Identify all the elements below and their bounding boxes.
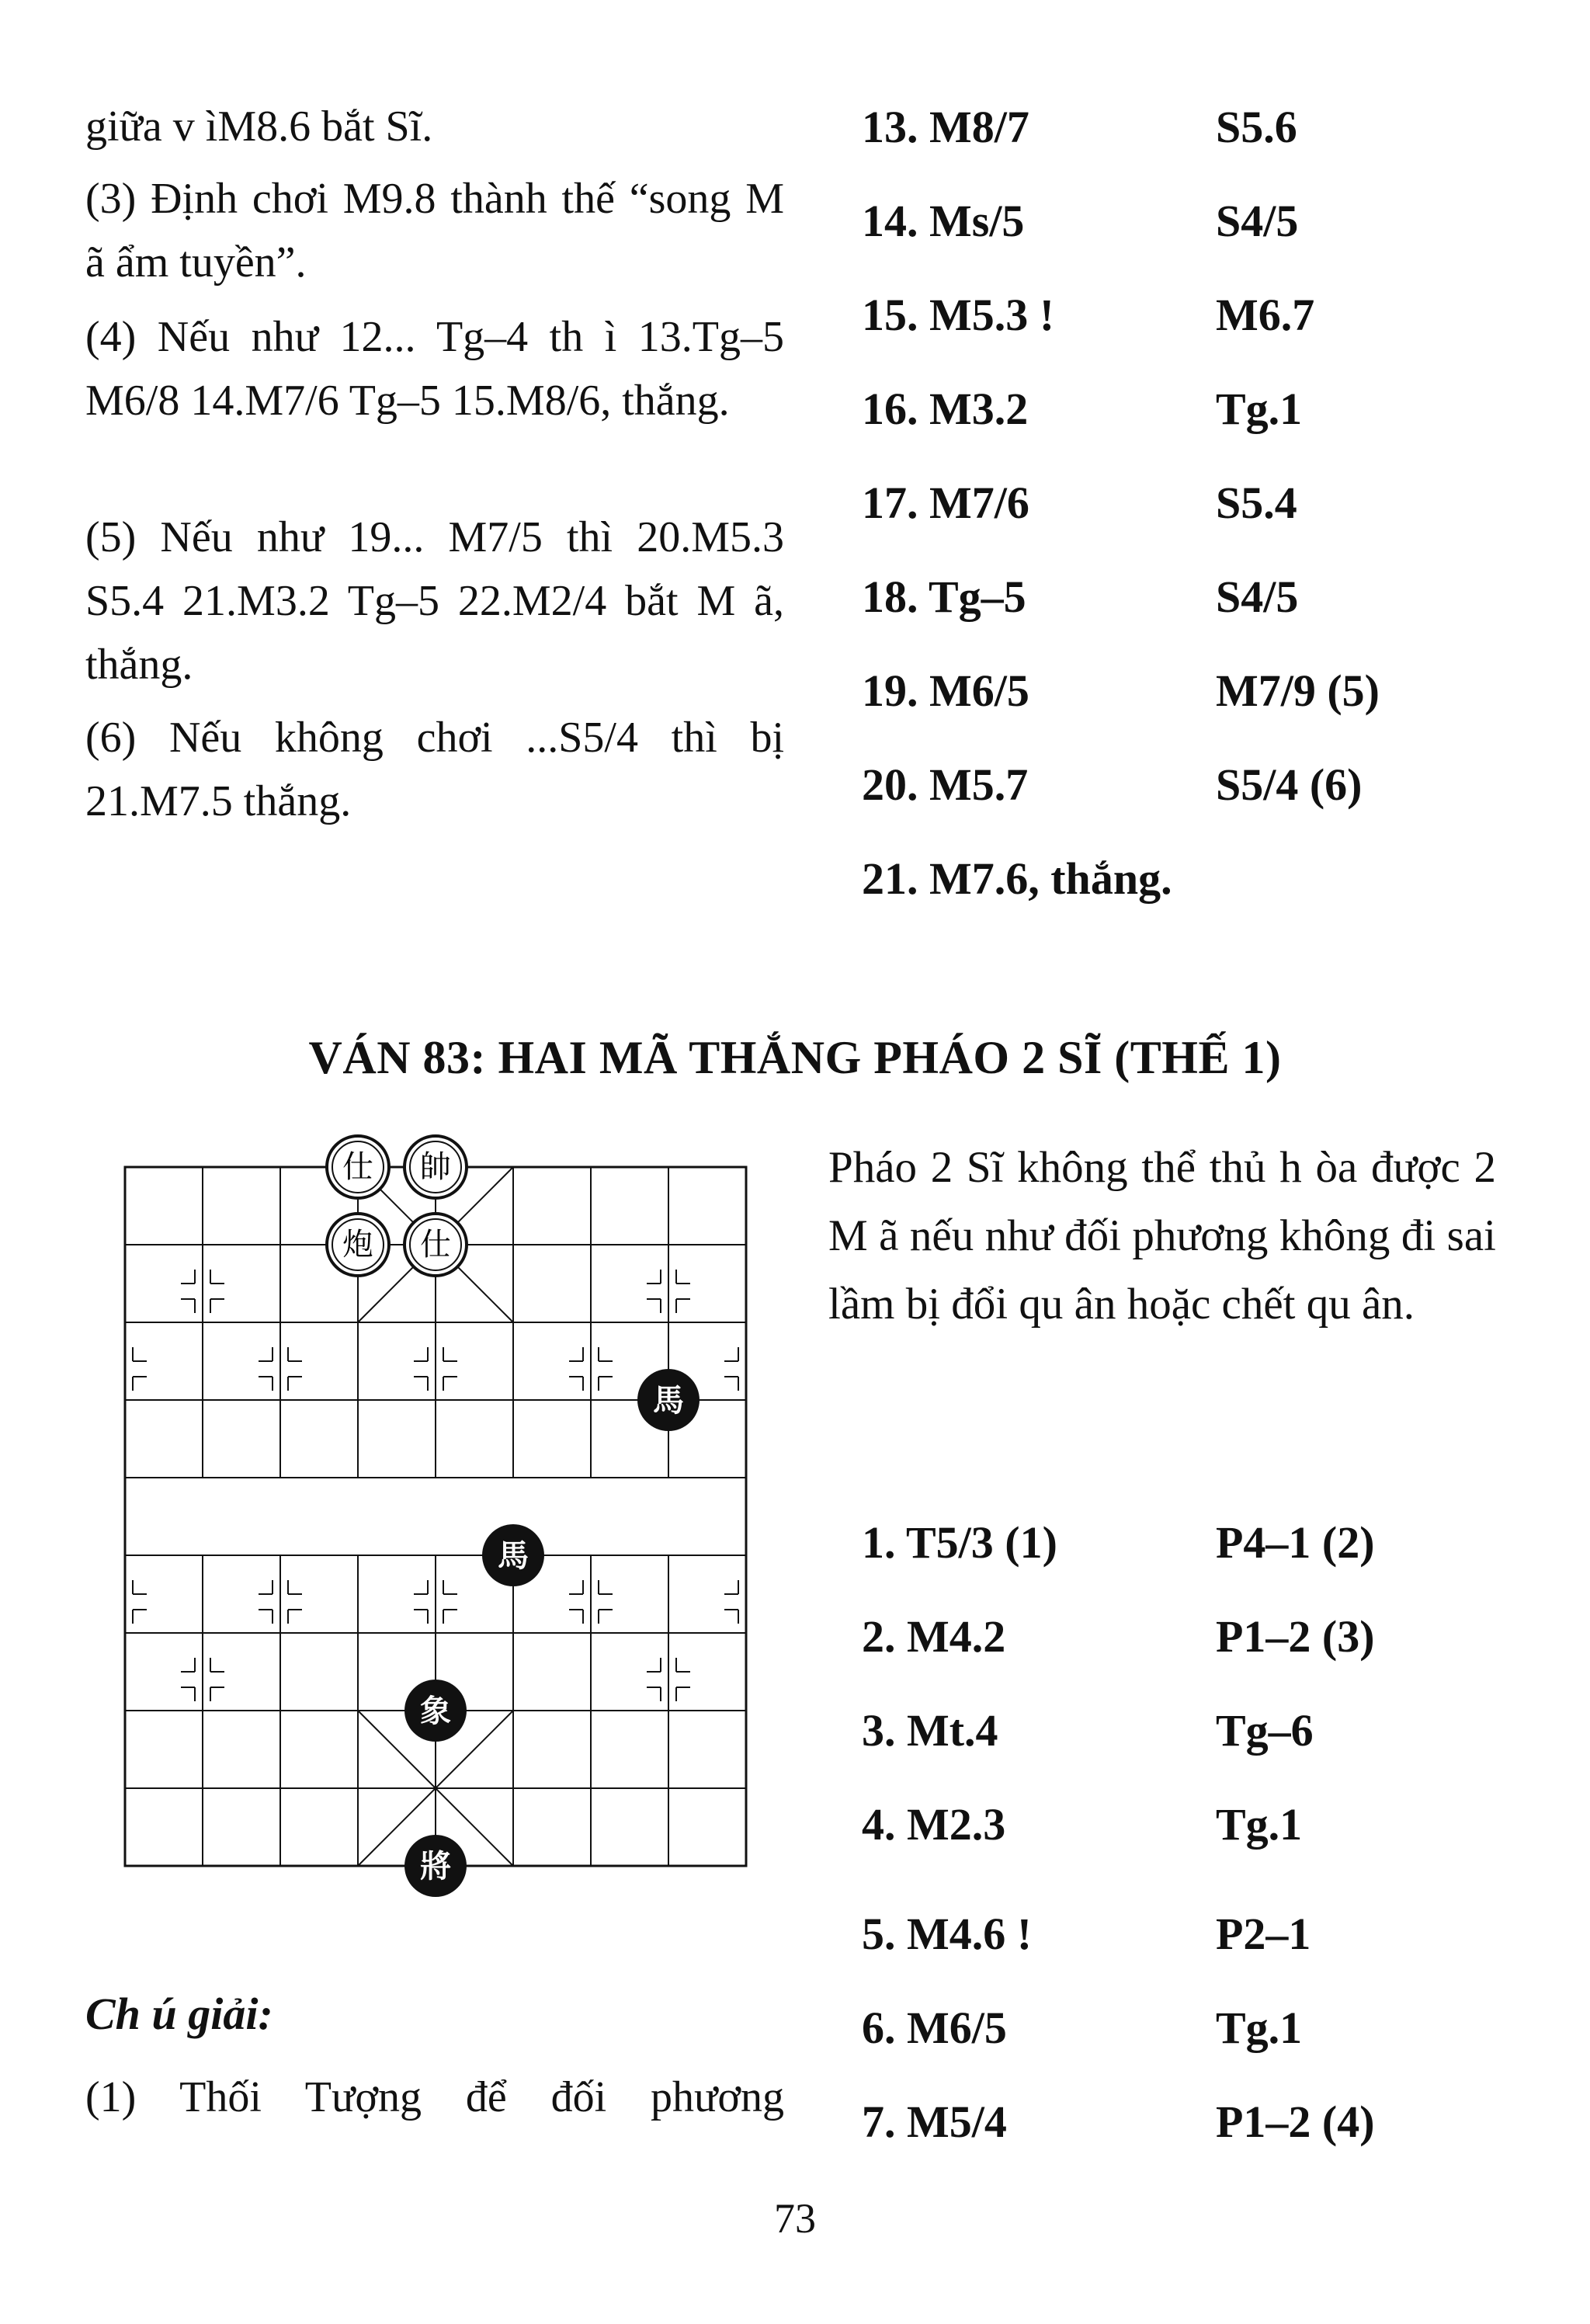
move-white: 17. M7/6	[862, 478, 1029, 528]
move-white: 18. Tg–5	[862, 571, 1026, 622]
note-5: (5) Nếu như 19... M7/5 thì 20.M5.3 S5.4 21.M3.2 Tg–5 22.M2/4 bắt M ã, thắng.	[85, 513, 784, 689]
move-white: 13. M8/7	[862, 102, 1029, 152]
svg-text:炮: 炮	[342, 1227, 373, 1263]
red-general-piece	[404, 1136, 467, 1198]
move-white: 1. T5/3 (1)	[862, 1517, 1057, 1568]
move-black: P4–1 (2)	[1216, 1517, 1375, 1568]
red-cannon-piece	[327, 1214, 389, 1276]
move-white: 4. M2.3	[862, 1799, 1006, 1850]
move-black: M7/9 (5)	[1216, 665, 1380, 716]
intro-paragraph: Pháo 2 Sĩ không thể thủ h òa được 2 M ã nếu như đối phương không đi sai lầm bị đổi qu ân hoặc chết qu ân.	[828, 1143, 1496, 1329]
note-1: (1) Thối Tượng để đối phương	[85, 2073, 784, 2121]
move-black: Tg.1	[1216, 2003, 1303, 2053]
move-black: Tg–6	[1216, 1705, 1314, 1756]
svg-text:帥: 帥	[420, 1149, 451, 1185]
move-black: S4/5	[1216, 571, 1299, 622]
move-white: 2. M4.2	[862, 1611, 1006, 1662]
move-white: 15. M5.3 !	[862, 290, 1055, 340]
svg-text:馬: 馬	[498, 1538, 529, 1574]
move-black: S4/5	[1216, 196, 1299, 246]
move-black: P1–2 (4)	[1216, 2096, 1375, 2147]
move-white: 5. M4.6 !	[862, 1909, 1033, 1959]
svg-text:馬: 馬	[653, 1383, 684, 1419]
move-white: 16. M3.2	[862, 384, 1029, 434]
notes-heading: Ch ú giải:	[85, 1989, 273, 2039]
svg-text:仕: 仕	[420, 1227, 451, 1263]
move-white: 21. M7.6, thắng.	[862, 853, 1172, 904]
black-elephant-piece	[404, 1680, 467, 1742]
move-black: S5/4 (6)	[1216, 759, 1363, 810]
move-white: 3. Mt.4	[862, 1705, 998, 1756]
black-horse-piece	[482, 1524, 544, 1586]
note-6: (6) Nếu không chơi ...S5/4 thì bị 21.M7.5 thắng.	[85, 714, 784, 825]
move-black: S5.4	[1216, 478, 1297, 528]
note-line-continuation: giữa v ìM8.6 bắt Sĩ.	[85, 102, 433, 151]
note-3: (3) Định chơi M9.8 thành thế “song M ã ẩm tuyền”.	[85, 175, 784, 287]
black-horse-piece	[637, 1369, 700, 1431]
svg-text:仕: 仕	[342, 1149, 373, 1185]
xiangqi-board	[78, 1118, 800, 1910]
black-general-piece	[404, 1835, 467, 1897]
move-black: M6.7	[1216, 290, 1315, 340]
move-black: S5.6	[1216, 102, 1297, 152]
move-white: 6. M6/5	[862, 2003, 1007, 2053]
red-advisor-piece	[404, 1214, 467, 1276]
svg-text:象: 象	[420, 1693, 451, 1729]
move-white: 20. M5.7	[862, 759, 1029, 810]
note-4: (4) Nếu như 12... Tg–4 th ì 13.Tg–5 M6/8 14.M7/6 Tg–5 15.M8/6, thắng.	[85, 313, 784, 425]
page-number: 73	[774, 2195, 816, 2242]
move-white: 7. M5/4	[862, 2096, 1007, 2147]
move-black: Tg.1	[1216, 1799, 1303, 1850]
move-black: Tg.1	[1216, 384, 1303, 434]
section-title: VÁN 83: HAI MÃ THẮNG PHÁO 2 SĨ (THẾ 1)	[308, 1032, 1282, 1083]
move-white: 19. M6/5	[862, 665, 1029, 716]
move-black: P1–2 (3)	[1216, 1611, 1375, 1662]
svg-text:將: 將	[420, 1849, 451, 1885]
move-black: P2–1	[1216, 1909, 1311, 1959]
move-white: 14. Ms/5	[862, 196, 1025, 246]
red-advisor-piece	[327, 1136, 389, 1198]
